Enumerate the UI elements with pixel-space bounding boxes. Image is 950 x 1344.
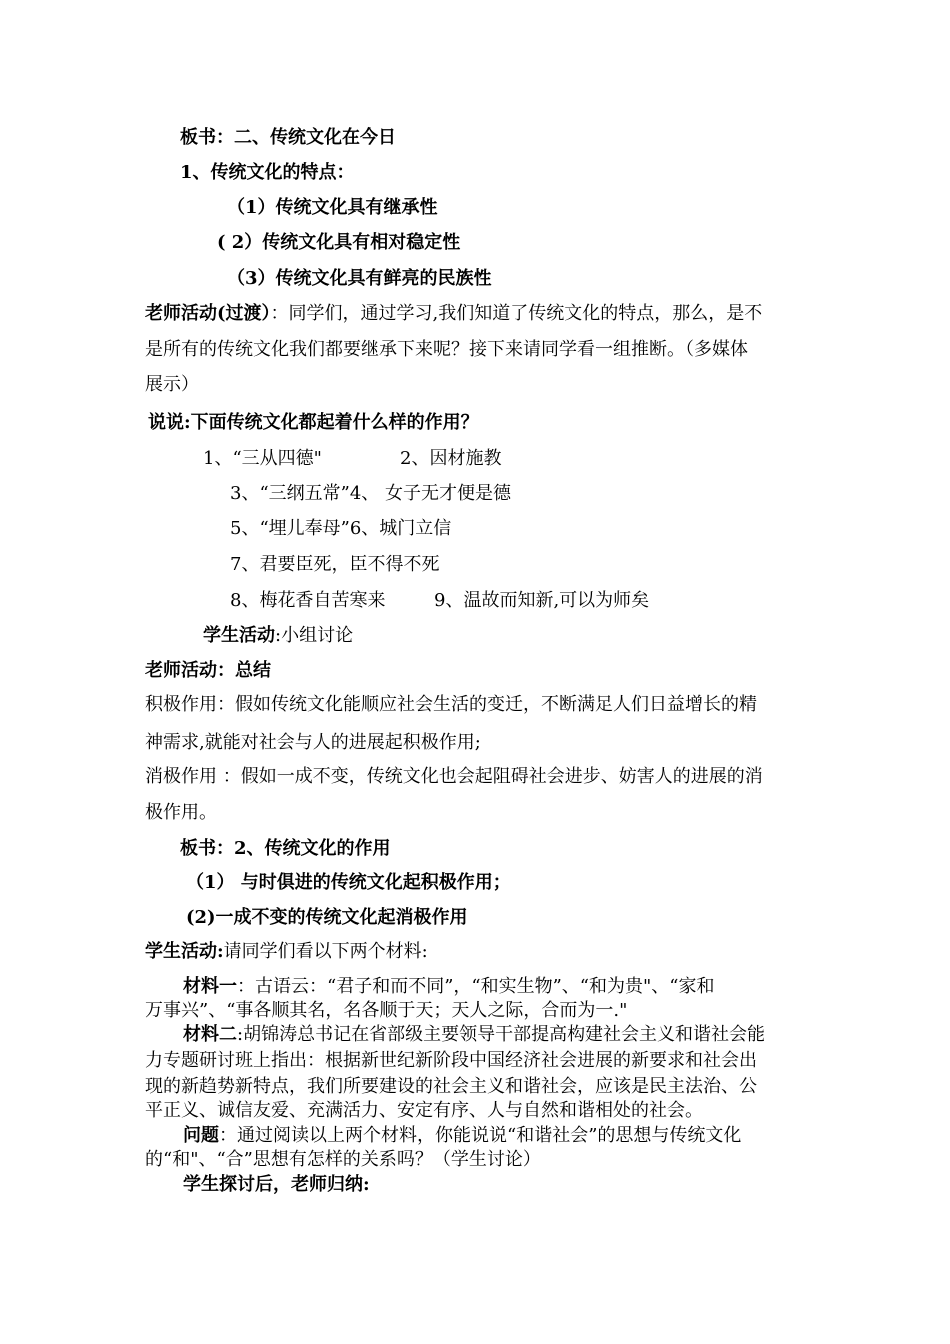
discussion-item-5-6: 5、“埋儿奉母”6、城门立信 xyxy=(230,518,452,539)
effect-point-2: (2)一成不变的传统文化起消极作用 xyxy=(186,907,468,928)
discussion-prompt: 说说:下面传统文化都起着什么样的作用？ xyxy=(148,412,479,433)
positive-effect-line-1: 积极作用：假如传统文化能顺应社会生活的变迁，不断满足人们日益增长的精 xyxy=(145,694,757,715)
feature-point-2: ( 2）传统文化具有相对稳定性 xyxy=(217,232,461,253)
student-activity-label: 学生活动 xyxy=(203,625,275,646)
teacher-summary-label: 老师活动：总结 xyxy=(145,660,271,681)
features-subheading: 1、传统文化的特点： xyxy=(180,162,355,183)
teacher-transition-line-3: 展示） xyxy=(145,374,199,395)
material-1-label: 材料一 xyxy=(183,976,237,997)
material-2-line-2: 力专题研讨班上指出：根据新世纪新阶段中国经济社会进展的新要求和社会出 xyxy=(145,1050,757,1071)
effect-point-1: （1） 与时俱进的传统文化起积极作用； xyxy=(186,872,511,893)
discussion-item-8: 8、梅花香自苦寒来 xyxy=(230,590,386,611)
student-activity-materials: 学生活动:请同学们看以下两个材料: xyxy=(145,941,428,962)
discussion-item-1: 1、“三从四德" xyxy=(203,448,322,469)
negative-effect-line-2: 极作用。 xyxy=(145,802,217,823)
negative-effect-line-1: 消极作用 ：假如一成不变，传统文化也会起阻碍社会进步、妨害人的进展的消 xyxy=(145,766,763,787)
board-heading-2: 板书：2、传统文化的作用 xyxy=(180,838,391,859)
conclusion-label: 学生探讨后，老师归纳: xyxy=(183,1174,370,1195)
student-activity-materials-label: 学生活动: xyxy=(145,941,224,962)
teacher-transition-line-1: 老师活动(过渡）：同学们，通过学习,我们知道了传统文化的特点，那么，是不 xyxy=(145,303,763,324)
board-heading-1: 板书：二、传统文化在今日 xyxy=(180,127,396,148)
material-1-line-2: 万事兴”、“事各顺其名，名各顺于天；天人之际，合而为一." xyxy=(145,1000,628,1021)
feature-point-1: （1）传统文化具有继承性 xyxy=(227,197,438,218)
feature-point-3: （3）传统文化具有鲜亮的民族性 xyxy=(227,268,492,289)
material-2-label: 材料二 xyxy=(183,1024,237,1045)
teacher-transition-line-2: 是所有的传统文化我们都要继承下来呢？接下来请同学看一组推断。（多媒体 xyxy=(145,339,748,360)
material-2-line-1: 材料二:胡锦涛总书记在省部级主要领导干部提高构建社会主义和谐社会能 xyxy=(183,1024,766,1045)
discussion-item-2: 2、因材施教 xyxy=(400,448,502,469)
question-line-2: 的“和"、“合”思想有怎样的关系吗？（学生讨论） xyxy=(145,1149,541,1170)
discussion-item-9: 9、温故而知新,可以为师矣 xyxy=(434,590,650,611)
question-line-1: 问题：通过阅读以上两个材料，你能说说“和谐社会”的思想与传统文化 xyxy=(183,1125,742,1146)
discussion-item-3-4: 3、“三纲五常”4、 女子无才便是德 xyxy=(230,483,512,504)
material-2-line-3: 现的新趋势新特点，我们所要建设的社会主义和谐社会，应该是民主法治、公 xyxy=(145,1076,757,1097)
material-2-line-4: 平正义、诚信友爱、充满活力、安定有序、人与自然和谐相处的社会。 xyxy=(145,1100,703,1121)
positive-effect-line-2: 神需求,就能对社会与人的进展起积极作用; xyxy=(145,732,481,753)
discussion-item-7: 7、君要臣死，臣不得不死 xyxy=(230,554,440,575)
question-label: 问题 xyxy=(183,1125,219,1146)
student-activity-group: 学生活动:小组讨论 xyxy=(203,625,354,646)
material-1-line-1: 材料一：古语云：“君子和而不同”，“和实生物”、“和为贵"、“家和 xyxy=(183,976,715,997)
teacher-transition-label: 老师活动(过渡） xyxy=(145,303,271,324)
